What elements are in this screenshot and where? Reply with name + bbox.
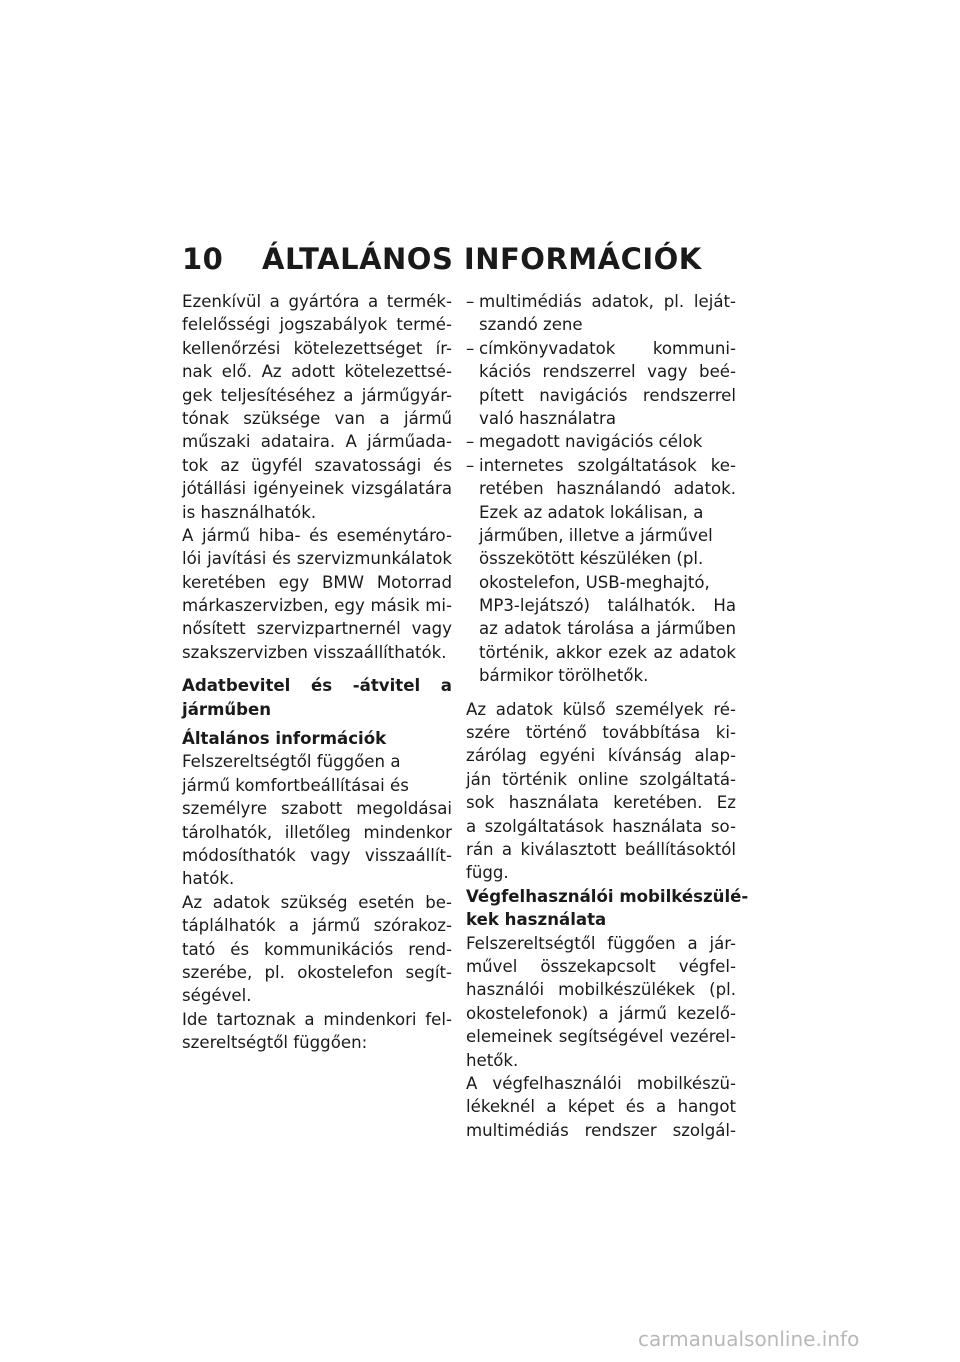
text-line: szereltségtől függően: xyxy=(182,1033,368,1053)
text-line: személyre szabott megoldásai xyxy=(182,799,452,819)
text-line: jótállási igényeinek vizsgálatára xyxy=(182,479,452,499)
right-column xyxy=(466,290,749,1142)
section-heading xyxy=(466,885,749,932)
text-line: márkaszervizben, egy másik mi- xyxy=(182,596,452,616)
watermark-logo: carmanualsonline.info xyxy=(638,1327,860,1351)
text-line: Ezek az adatok lokálisan, a xyxy=(479,502,704,522)
paragraph xyxy=(182,1008,452,1055)
text-line: címkönyvadatok kommuni- xyxy=(479,338,736,358)
text-line: rán a kiválasztott beállításoktól xyxy=(466,839,736,859)
section-heading xyxy=(182,674,452,721)
text-line: szakszervizben visszaállíthatók. xyxy=(182,642,447,662)
text-line: gek teljesítéséhez a járműgyár- xyxy=(182,385,452,405)
text-line: kációs rendszerrel vagy beé- xyxy=(479,362,736,382)
text-line: összekötött készüléken (pl. xyxy=(479,549,704,569)
section-heading-line: Adatbevitel és -átvitel a xyxy=(182,676,452,696)
text-line: okostelefonok) a jármű kezelő- xyxy=(466,1003,736,1023)
subsection-heading-line: Általános információk xyxy=(182,729,387,749)
page-title xyxy=(182,242,702,276)
dash-marker: – xyxy=(466,432,475,452)
text-line: lói javítási és szervizmunkálatok xyxy=(182,549,452,569)
section-heading-line: Végfelhasználói mobilkészülé- xyxy=(466,886,749,906)
text-line: A végfelhasználói mobilkészü- xyxy=(466,1073,736,1093)
text-line: zárólag egyéni kívánság alap- xyxy=(466,746,736,766)
text-line: retében használandó adatok. xyxy=(479,479,736,499)
text-line: Ezenkívül a gyártóra a termék- xyxy=(182,292,452,311)
paragraph xyxy=(182,524,452,664)
text-line: A jármű hiba- és eseménytáro- xyxy=(182,525,452,545)
text-line: használói mobilkészülékek (pl. xyxy=(466,980,736,1000)
text-line: nak elő. Az adott kötelezettsé- xyxy=(182,362,452,382)
text-line: táplálhatók a jármű szórakoz- xyxy=(182,916,452,936)
text-line: lékeknél a képet és a hangot xyxy=(466,1097,736,1117)
text-line: műszaki adataira. A járműada- xyxy=(182,432,452,452)
chapter-number: 10 xyxy=(182,242,224,276)
text-line: szerébe, pl. okostelefon segít- xyxy=(182,962,452,982)
text-line: hetők. xyxy=(466,1050,519,1070)
text-line: tónak szüksége van a jármű xyxy=(182,408,452,428)
text-line: szére történő továbbítása ki- xyxy=(466,723,736,743)
text-line: történik, akkor ezek az adatok xyxy=(479,642,736,662)
text-line: tárolhatók, illetőleg mindenkor xyxy=(182,822,452,842)
chapter-title: ÁLTALÁNOS INFORMÁCIÓK xyxy=(262,242,702,276)
text-line: ján történik online szolgáltatá- xyxy=(466,769,736,789)
text-line: tató és kommunikációs rend- xyxy=(182,939,452,959)
text-line: Az adatok külső személyek ré- xyxy=(466,699,736,719)
text-line: elemeinek segítségével vezérel- xyxy=(466,1027,736,1047)
text-line: függ. xyxy=(466,863,509,883)
text-line: tok az ügyfél szavatossági és xyxy=(182,455,452,475)
subsection-heading xyxy=(182,727,452,750)
text-line: Felszereltségtől függően a jár- xyxy=(466,933,736,953)
text-line: nősített szervizpartnernél vagy xyxy=(182,619,452,639)
text-line: járműben, illetve a járművel xyxy=(479,525,713,545)
dash-marker: – xyxy=(466,455,475,475)
paragraph xyxy=(466,698,736,885)
list-item xyxy=(466,454,736,688)
text-line: felelősségi jogszabályok termé- xyxy=(182,315,452,335)
dash-marker: – xyxy=(466,292,475,311)
section-heading-line: kek használata xyxy=(466,910,607,930)
text-line: multimédiás rendszer szolgál- xyxy=(466,1120,736,1140)
text-line: Ide tartoznak a mindenkori fel- xyxy=(182,1009,452,1029)
left-column xyxy=(182,290,452,1055)
paragraph xyxy=(182,750,452,890)
list-item xyxy=(466,430,736,453)
text-line: szandó zene xyxy=(479,315,583,335)
text-line: is használhatók. xyxy=(182,502,317,522)
list-item xyxy=(466,337,736,431)
text-line: az adatok tárolása a járműben xyxy=(479,619,736,639)
text-line: keretében egy BMW Motorrad xyxy=(182,572,452,592)
section-heading-line: járműben xyxy=(182,699,272,719)
text-line: művel összekapcsolt végfel- xyxy=(466,956,736,976)
text-line: ségével. xyxy=(182,986,252,1006)
dash-marker: – xyxy=(466,338,475,358)
text-line: sok használata keretében. Ez xyxy=(466,793,736,813)
text-line: megadott navigációs célok xyxy=(479,432,703,452)
text-line: kellenőrzési kötelezettséget ír- xyxy=(182,338,452,358)
text-line: Az adatok szükség esetén be- xyxy=(182,892,452,912)
text-line: Felszereltségtől függően a xyxy=(182,752,401,772)
text-line: bármikor törölhetők. xyxy=(479,666,649,686)
paragraph xyxy=(466,1072,736,1142)
text-line: módosíthatók vagy visszaállít- xyxy=(182,845,452,865)
text-line: okostelefon, USB-meghajtó, xyxy=(479,572,710,592)
text-line: MP3-lejátszó) találhatók. Ha xyxy=(479,596,736,616)
text-line: való használatra xyxy=(479,408,617,428)
text-line: hatók. xyxy=(182,869,235,889)
paragraph xyxy=(466,932,736,1072)
paragraph xyxy=(182,891,452,1008)
text-line: pített navigációs rendszerrel xyxy=(479,385,736,405)
list-item xyxy=(466,290,736,337)
text-line: internetes szolgáltatások ke- xyxy=(479,455,736,475)
paragraph xyxy=(182,290,452,524)
text-line: multimédiás adatok, pl. leját- xyxy=(479,292,736,311)
text-line: jármű komfortbeállításai és xyxy=(182,775,409,795)
bullet-list xyxy=(466,290,736,688)
text-line: a szolgáltatások használata so- xyxy=(466,816,736,836)
